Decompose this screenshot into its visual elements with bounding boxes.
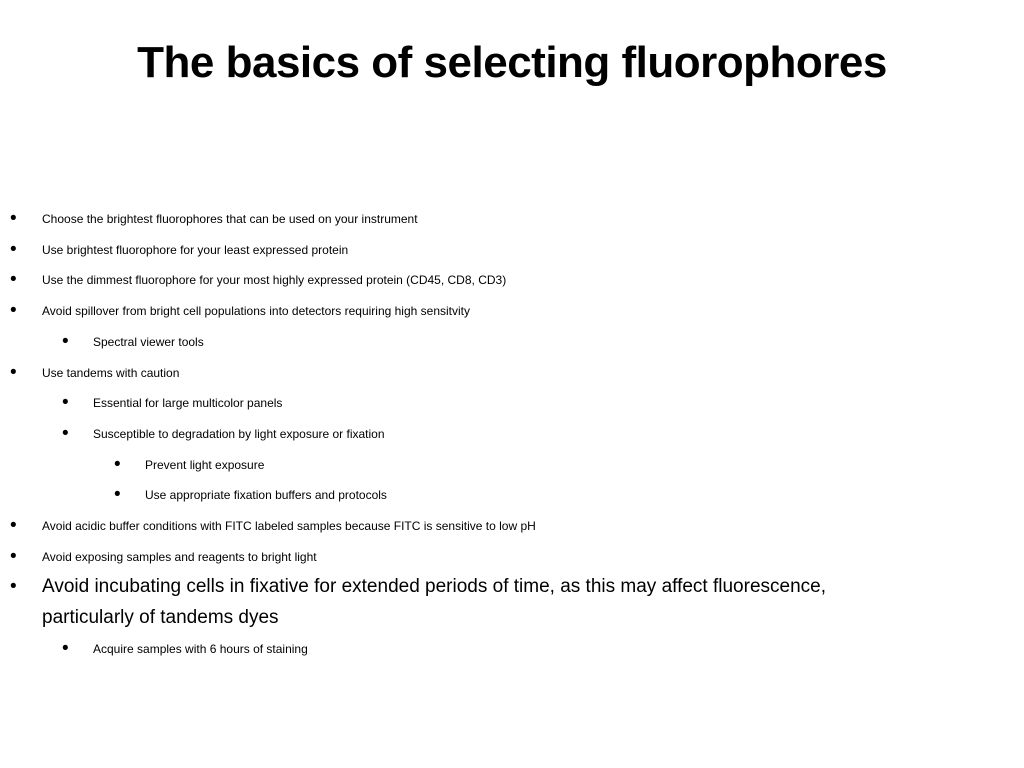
bullet-text: Acquire samples with 6 hours of staining xyxy=(93,641,308,656)
bullet-item xyxy=(0,296,1024,327)
bullet-marker: • xyxy=(10,545,17,567)
bullet-marker: • xyxy=(62,422,69,444)
bullet-text: Use appropriate fixation buffers and protocols xyxy=(145,488,387,503)
bullet-text: Avoid exposing samples and reagents to bright light xyxy=(42,549,317,564)
slide-title: The basics of selecting fluorophores xyxy=(137,38,887,87)
sub-sub-bullet-item xyxy=(0,480,1024,511)
bullet-item xyxy=(0,235,1024,266)
bullet-text: Prevent light exposure xyxy=(145,457,265,472)
bullet-marker: • xyxy=(114,484,121,506)
bullet-text: Avoid acidic buffer conditions with FITC labeled samples because FITC is sensitive to low pH xyxy=(42,519,536,534)
bullet-marker: • xyxy=(62,637,69,659)
bullet-text: Use the dimmest fluorophore for your most highly expressed protein (CD45, CD8, CD3) xyxy=(42,273,507,288)
bullet-marker: • xyxy=(62,330,69,352)
bullet-item xyxy=(0,265,1024,296)
bullet-text: Avoid incubating cells in fixative for extended periods of time, as this may affect fluorescence, particularly of tandems dyes xyxy=(42,576,826,629)
bullet-text: Choose the brightest fluorophores that can be used on your instrument xyxy=(42,212,418,226)
bullet-text: Essential for large multicolor panels xyxy=(93,396,283,411)
bullet-marker: • xyxy=(10,208,17,229)
bullet-item xyxy=(0,204,1024,235)
bullet-text: Spectral viewer tools xyxy=(93,334,204,349)
bullet-item xyxy=(0,572,1024,633)
bullet-marker: • xyxy=(114,453,121,475)
sub-bullet-item xyxy=(0,388,1024,419)
sub-bullet-item xyxy=(0,327,1024,358)
sub-bullet-item xyxy=(0,634,1024,665)
sub-sub-bullet-item xyxy=(0,450,1024,481)
bullet-marker: • xyxy=(10,238,17,260)
bullet-text: Use brightest fluorophore for your least expressed protein xyxy=(42,242,349,257)
bullet-marker: • xyxy=(10,576,17,598)
sub-bullet-item xyxy=(0,419,1024,450)
bullet-marker: • xyxy=(62,392,69,414)
bullet-marker: • xyxy=(10,300,17,322)
bullet-marker: • xyxy=(10,269,17,291)
bullet-text: Susceptible to degradation by light exposure or fixation xyxy=(93,426,385,441)
bullet-item xyxy=(0,542,1024,573)
bullet-text: Use tandems with caution xyxy=(42,365,180,380)
bullet-marker: • xyxy=(10,515,17,537)
bullet-item xyxy=(0,511,1024,542)
bullet-list xyxy=(0,204,1024,665)
bullet-text: Avoid spillover from bright cell populations into detectors requiring high sensitvity xyxy=(42,304,470,319)
bullet-marker: • xyxy=(10,361,17,383)
bullet-item xyxy=(0,358,1024,389)
